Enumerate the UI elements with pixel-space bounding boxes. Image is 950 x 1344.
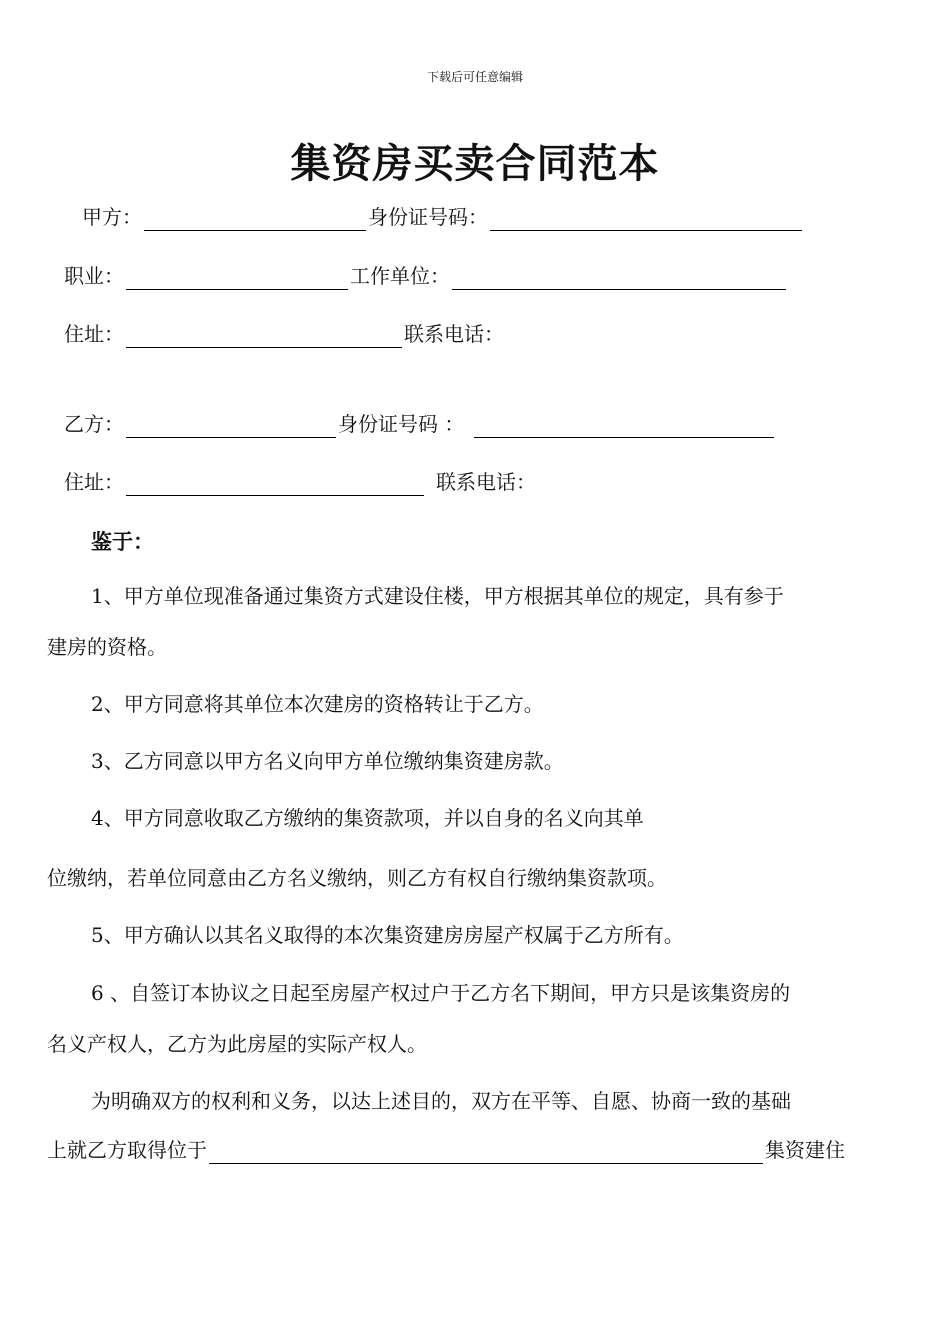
clause-4-line-1: 4、甲方同意收取乙方缴纳的集资款项，并以自身的名义向其单 [91,806,644,830]
clause-6-line-2: 名义产权人，乙方为此房屋的实际产权人。 [47,1032,427,1056]
closing-line-2-end: 集资建住 [765,1138,845,1162]
party-b-address-blank[interactable] [126,473,424,496]
party-a-address-blank[interactable] [126,325,402,348]
clause-1-line-1: 1、甲方单位现准备通过集资方式建设住楼，甲方根据其单位的规定，具有参于 [91,584,784,608]
party-b-id-blank[interactable] [474,415,774,438]
party-a-row [82,203,804,231]
party-a-name-blank[interactable] [144,208,366,231]
property-location-blank[interactable] [209,1141,763,1164]
clause-2: 2、甲方同意将其单位本次建房的资格转让于乙方。 [91,692,544,716]
clause-6-line-1: 6 、自签订本协议之日起至房屋产权过户于乙方名下期间，甲方只是该集资房的 [91,981,791,1005]
party-a-job-row [64,262,788,290]
party-a-id-blank[interactable] [490,208,802,231]
closing-line-2 [47,1136,845,1164]
party-a-employer-blank[interactable] [452,267,786,290]
party-b-address-row [64,468,536,496]
party-a-label: 甲方： [82,205,142,229]
clause-1-line-2: 建房的资格。 [47,635,167,659]
party-a-id-label: 身份证号码： [368,205,488,229]
party-a-employer-label: 工作单位： [350,264,450,288]
party-b-label: 乙方： [64,412,124,436]
party-b-address-label: 住址： [64,470,124,494]
party-b-phone-label: 联系电话： [436,470,536,494]
party-a-phone-label: 联系电话： [404,322,504,346]
clause-5: 5、甲方确认以其名义取得的本次集资建房房屋产权属于乙方所有。 [91,923,684,947]
clause-3: 3、乙方同意以甲方名义向甲方单位缴纳集资建房款。 [91,749,564,773]
recitals-heading: 鉴于： [91,529,154,554]
closing-line-2-start: 上就乙方取得位于 [47,1138,207,1162]
party-b-id-label: 身份证号码 ： [338,412,465,436]
document-title: 集资房买卖合同范本 [290,140,660,187]
header-note: 下载后可任意编辑 [426,70,523,84]
party-a-address-row [64,320,504,348]
party-a-address-label: 住址： [64,322,124,346]
party-b-name-blank[interactable] [126,415,336,438]
party-a-job-label: 职业： [64,264,124,288]
closing-line-1: 为明确双方的权利和义务，以达上述目的，双方在平等、自愿、协商一致的基础 [91,1089,791,1113]
clause-4-line-2: 位缴纳，若单位同意由乙方名义缴纳，则乙方有权自行缴纳集资款项。 [47,866,667,890]
party-a-job-blank[interactable] [126,267,348,290]
party-b-row [64,410,776,438]
